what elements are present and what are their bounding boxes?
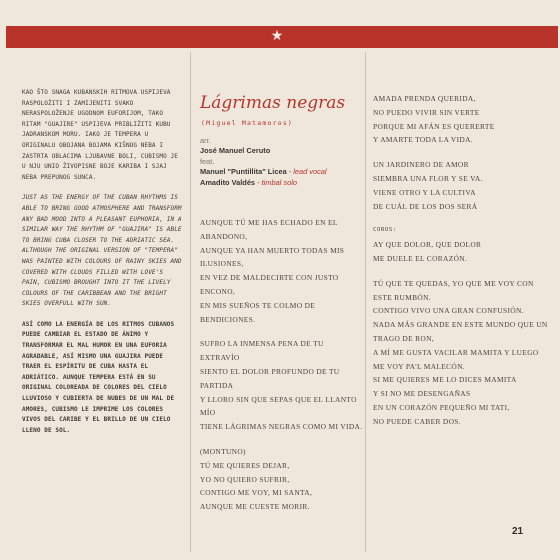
intro-spanish: ASÍ COMO LA ENERGÍA DE LOS RITMOS CUBANOS PUEDE CAMBIAR EL ESTADO DE ÁNIMO Y TRANSFORMAR EL MAL HUMOR EN UNA EUFORIA AGRADABLE, ASÍ MISMO UNA GUAJIRA PUEDE TRAER EL ESPÍRITU DE CUBA HASTA EL ADRIÁTICO. AUNQUE TEMPERA ESTÁ EN SU ORIGINAL COLOREADA DE COLORES DEL CIELO LLUVIOSO Y CUBIERTA DE NUBES DE UN MAL DE AMORES, CUBISMO LE IMPRIME LOS COLORES VIVOS DEL CARIBE Y EL BRILLO DE UN CIELO LLENO DE SOL. [22,320,175,434]
lyrics-middle-column: AUNQUE TÚ ME HAS ECHADO EN EL ABANDONO, AUNQUE YA HAN MUERTO TODAS MIS ILUSIONES, EN VEZ DE MALDECIRTE CON JUSTO ENCONO, EN MIS SUEÑOS TE COLMO DE BENDICIONES. SUFRO LA INMENSA PENA DE TU EXTRAVÍO SIENTO EL DOLOR PROFUNDO DE TU PARTIDA Y LLORO SIN QUE SEPAS QUE EL LLANTO MÍO TIENE LÁGRIMAS NEGRAS COMO MI VIDA. (MONTUNO) TÚ ME QUIERES DEJAR, YO NO QUIERO SUFRIR, CONTIGO ME VOY, MI SANTA, AUNQUE ME CUESTE MORIR. [200,218,363,512]
featured-artist-2: Amadito Valdés - timbal solo [200,177,297,187]
column-divider-left [190,52,191,552]
page-number: 21 [512,526,524,537]
arranger: José Manuel Ceruto [200,146,271,156]
song-title: Lágrimas negras [200,93,346,113]
lyrics-right-column: AMADA PRENDA QUERIDA, NO PUEDO VIVIR SIN VERTE PORQUE MI AFÁN ES QUERERTE Y AMARTE TODA LA VIDA. UN JARDINERO DE AMOR SIEMBRA UNA FLOR Y SE VA. VIENE OTRO Y LA CULTIVA DE CUÁL DE LOS DOS SERÁ COROS: AY QUE DOLOR, QUE DOLOR ME DUELE EL CORAZÓN. TÚ QUE TE QUEDAS, YO QUE ME VOY CON ESTE RUMBÓN. CONTIGO VIVO UNA GRAN CONFUSIÓN. NADA MÁS GRANDE EN ESTE MUNDO QUE UN TRAGO DE RON, A MÍ ME GUSTA VACILAR MAMITA Y LUEGO ME VOY PA'L MALECÓN. SI ME QUIERES ME LO DICES MAMITA Y SI NO ME DESENGAÑAS EN UN CORAZÓN PEQUEÑO MI TATI, NO PUEDE CABER DOS. [373,92,553,429]
intro-text-column [22,88,184,446]
header-bar [6,26,558,48]
intro-english: JUST AS THE ENERGY OF THE CUBAN RHYTHMS IS ABLE TO BRING GOOD ATMOSPHERE AND TRANSFORM ANY BAD MOOD INTO A PLEASANT EUPHORIA, IN A SIMILAR WAY THE RHYTHM OF "GUAJIRA" IS ABLE TO BRING CUBA CLOSER TO THE ADRIATIC SEA. ALTHOUGH THE ORIGINAL VERSION OF "TEMPERA" WAS PAINTED WITH COLOURS OF RAINY SKIES AND COVERED WITH CLOUDS FILLED WITH LOVE'S PAIN, CUBISMO BROUGHT INTO IT THE LIVELY COLOURS OF THE CARIBBEAN AND THE BRIGHT SKIES OVERFULL WITH SUN. [22,194,182,308]
intro-croatian: KAO ŠTO SNAGA KUBANSKIH RITMOVA USPIJEVA RASPOLOŽITI I ZAMIJENITI SVAKO NERASPOLOŽENJE UGODNOM EUFORIJOM, TAKO RITAM "GUAJIRE" USPIJEVA PRIBLIŽITI KUBU JADRANSKOM MORU. IAKO JE TEMPERA U ORIGINALU OBOJANA BOJAMA KIŠNOG NEBA I ZASTRTA OBLACIMA LJUBAVNE BOLI, CUBISMO JE U NJU UNIO ŽIVOPISNE BOJE KARIBA I SJAJ NEBA PREPUNOG SUNCA. [22,89,178,181]
composer: (Miguel Matamoros) [201,119,294,127]
song-credits [200,136,370,188]
feat-label: feat. [200,156,215,166]
star-icon: ★ [270,28,284,44]
column-divider-right [365,52,366,552]
featured-artist-1: Manuel "Puntillita" Licea - lead vocal [200,167,327,177]
coro-label: COROS: [373,227,397,234]
arr-label: arr. [200,136,211,145]
